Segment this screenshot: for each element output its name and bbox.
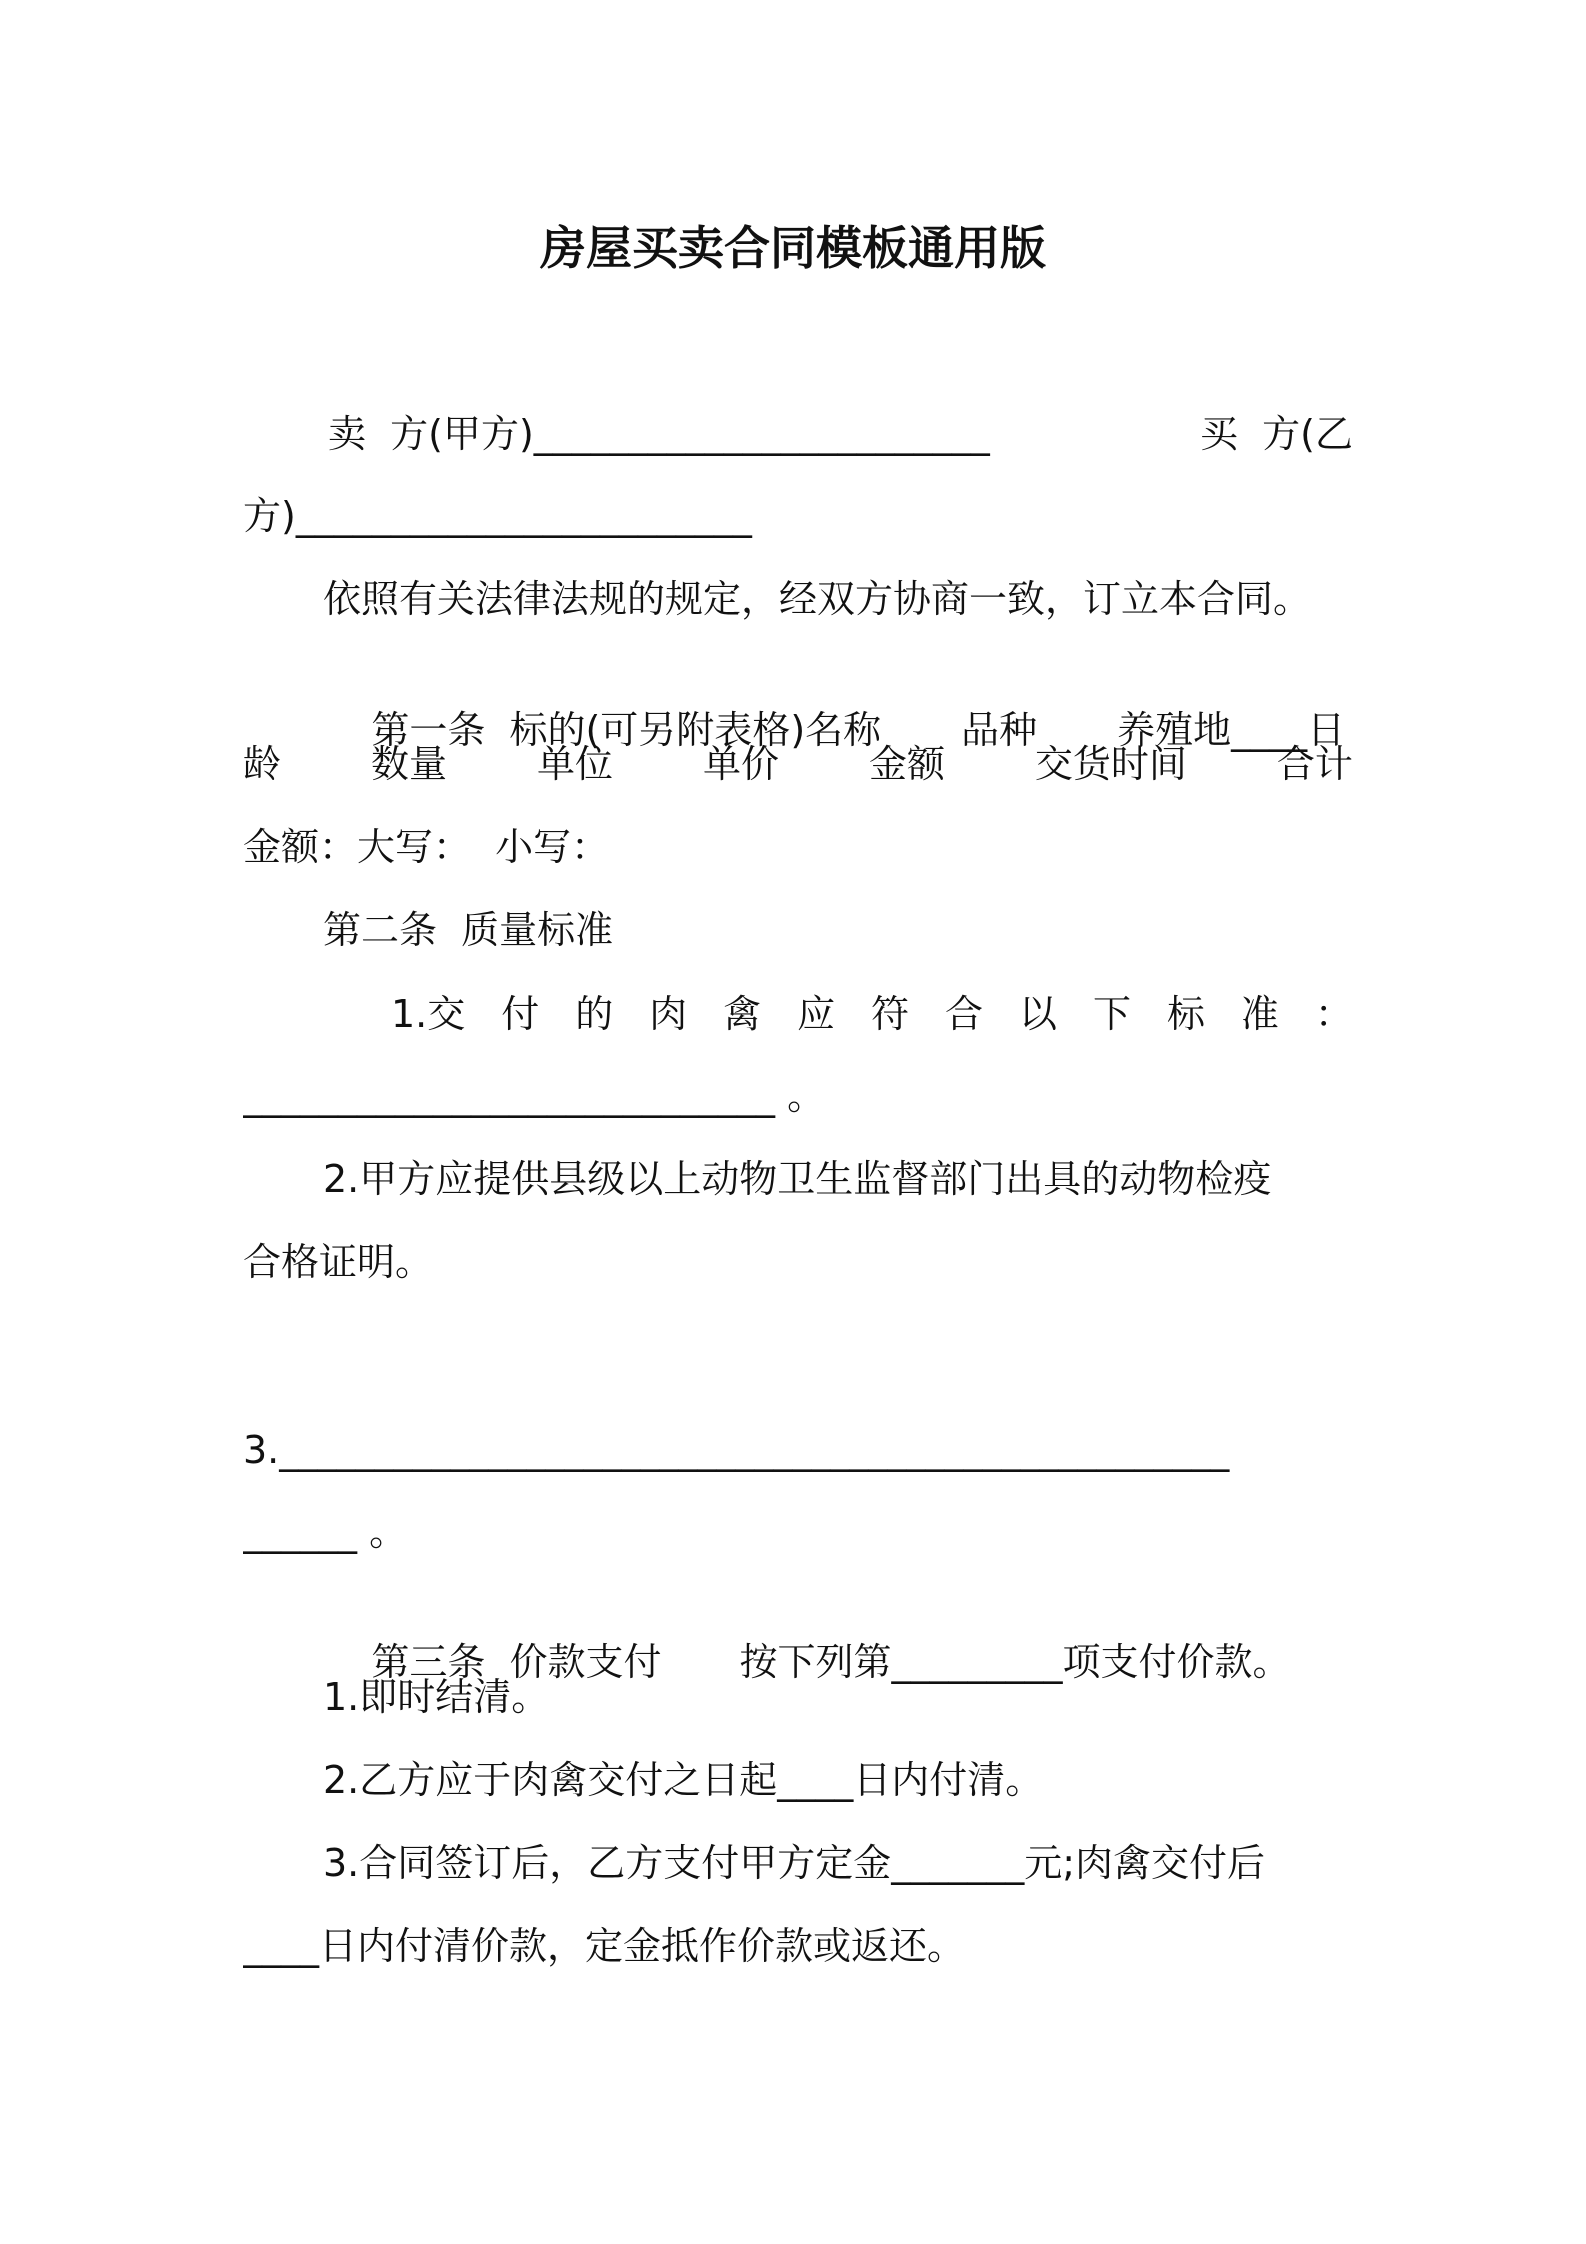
article-1-term: 金额: [868, 742, 945, 786]
article-1-term: 合计: [1276, 742, 1353, 786]
article-2-item-2-line-1: 2.甲方应提供县级以上动物卫生监督部门出具的动物检疫: [323, 1157, 1272, 1201]
article-2-item-1-char: 标: [1166, 992, 1205, 1036]
article-2-item-1: [243, 990, 1353, 1038]
article-2-item-3-line-2: ______ 。: [243, 1510, 408, 1554]
article-2-item-1-char: 付: [501, 992, 540, 1036]
article-2-item-1-blank: ____________________________ 。: [243, 1074, 826, 1118]
article-1-term: 交货时间: [1034, 742, 1187, 786]
parties-line-1: [243, 410, 1353, 458]
article-2-item-1-char: 合: [945, 992, 984, 1036]
article-3-item-3-line-2: ____日内付清价款，定金抵作价款或返还。: [243, 1924, 966, 1968]
article-1-origin: 养殖地____日: [1117, 708, 1346, 752]
buyer-field-end: 方)________________________: [243, 494, 752, 538]
article-2-item-1-char: ：: [1314, 992, 1353, 1036]
article-3-item-2: 2.乙方应于肉禽交付之日起____日内付清。: [323, 1758, 1044, 1802]
article-1-total: 金额：大写： 小写：: [243, 825, 610, 869]
article-2-item-1-char: 符: [871, 992, 910, 1036]
preamble: 依照有关法律法规的规定，经双方协商一致，订立本合同。: [323, 577, 1312, 621]
buyer-field-start: 买 方(乙: [1200, 412, 1353, 456]
article-3-option: 按下列第_________项支付价款。: [739, 1640, 1291, 1684]
article-3-title: 第三条 价款支付: [371, 1640, 662, 1684]
article-2-item-1-char: 肉: [649, 992, 688, 1036]
article-2-item-1-char: 应: [797, 992, 836, 1036]
article-2-item-3-line-1: 3.__________________________________________________: [243, 1428, 1230, 1472]
article-2-item-1-char: 以: [1019, 992, 1058, 1036]
document-title: 房屋买卖合同模板通用版: [540, 221, 1046, 275]
article-1-variety: 品种: [961, 708, 1038, 752]
article-2-item-1-char: 1.交: [391, 992, 466, 1036]
article-1-term: 单位: [536, 742, 613, 786]
article-3-item-1: 1.即时结清。: [323, 1675, 550, 1719]
article-2-item-1-char: 准: [1240, 992, 1279, 1036]
article-1-subject: 第一条 标的(可另附表格)名称: [371, 708, 882, 752]
article-2-item-2-line-2: 合格证明。: [243, 1240, 434, 1284]
article-1-line-2: [243, 740, 1353, 788]
seller-field: 卖 方(甲方)________________________: [328, 412, 990, 456]
article-1-term: 数量: [370, 742, 447, 786]
article-1-term: 单价: [702, 742, 779, 786]
article-3-item-3-line-1: 3.合同签订后，乙方支付甲方定金_______元;肉禽交付后: [323, 1841, 1266, 1885]
article-2-item-1-char: 禽: [723, 992, 762, 1036]
article-2-item-1-char: 的: [575, 992, 614, 1036]
article-1-term: 龄: [243, 742, 282, 786]
article-2-item-1-char: 下: [1092, 992, 1131, 1036]
article-2-heading: 第二条 质量标准: [323, 908, 614, 952]
